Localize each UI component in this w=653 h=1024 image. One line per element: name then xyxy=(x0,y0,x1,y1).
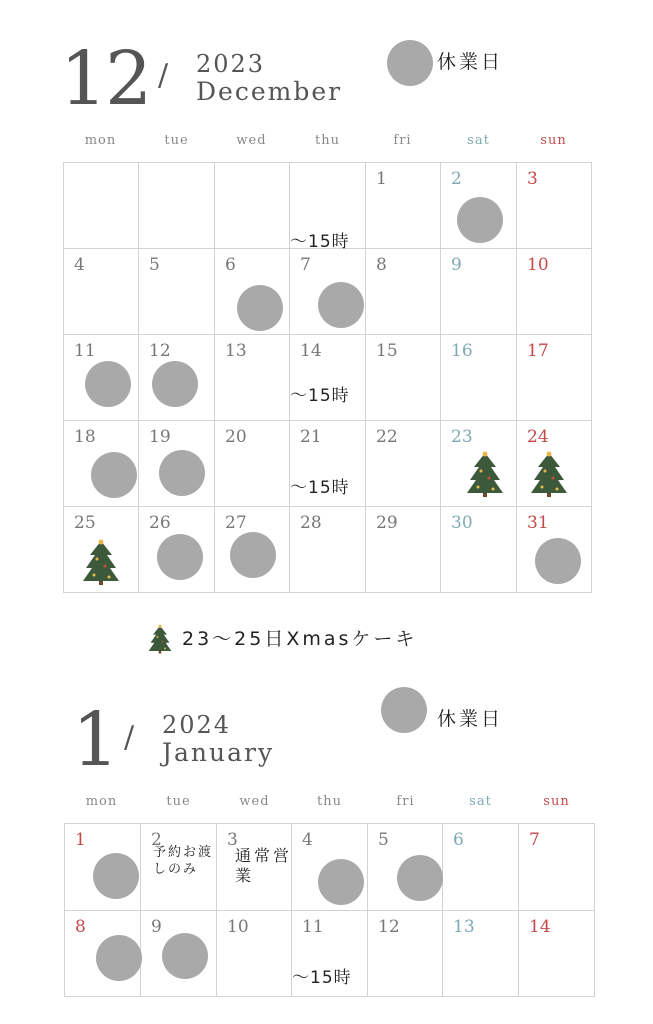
closed-day-dot xyxy=(318,859,364,905)
day-cell-25 xyxy=(64,507,139,593)
day-cell-4 xyxy=(292,824,368,911)
day-cell-22 xyxy=(366,421,441,507)
closed-day-dot xyxy=(162,933,208,979)
day-cell-8 xyxy=(366,249,441,335)
day-number: 3 xyxy=(227,830,238,850)
day-cell-7 xyxy=(519,824,595,911)
december-legend-closed-dot xyxy=(387,40,433,86)
day-number: 15 xyxy=(376,341,398,361)
day-cell-1 xyxy=(65,824,141,911)
closed-day-dot xyxy=(93,853,139,899)
closed-day-dot xyxy=(318,282,364,328)
january-legend-label: 休業日 xyxy=(437,708,504,730)
day-cell-9 xyxy=(441,249,517,335)
day-number: 21 xyxy=(300,427,322,447)
day-number: 9 xyxy=(451,255,462,275)
day-number: 4 xyxy=(302,830,313,850)
day-cell-10 xyxy=(517,249,592,335)
day-number: 29 xyxy=(376,513,398,533)
closed-day-dot xyxy=(457,197,503,243)
day-cell-12 xyxy=(368,911,443,997)
december-month-name: December xyxy=(196,77,343,106)
hours-note: ～15時 xyxy=(290,478,350,498)
christmas-tree-icon xyxy=(530,451,568,497)
closed-day-dot xyxy=(152,361,198,407)
day-cell-5 xyxy=(139,249,215,335)
day-number: 4 xyxy=(74,255,85,275)
day-number: 13 xyxy=(225,341,247,361)
day-number: 31 xyxy=(527,513,549,533)
day-cell-12 xyxy=(139,335,215,421)
weekday-sat: sat xyxy=(469,794,492,809)
closed-day-dot xyxy=(535,538,581,584)
hours-note: ～15時 xyxy=(290,386,350,406)
weekday-tue: tue xyxy=(164,133,189,148)
day-cell-2 xyxy=(441,163,517,249)
day-cell-empty xyxy=(139,163,215,249)
january-month-number: 1 xyxy=(72,697,118,783)
day-cell-20 xyxy=(215,421,290,507)
weekday-sun: sun xyxy=(540,133,567,148)
day-cell-13 xyxy=(443,911,519,997)
day-number: 7 xyxy=(300,255,311,275)
day-cell-2 xyxy=(141,824,217,911)
weekday-mon: mon xyxy=(84,133,117,148)
day-number: 8 xyxy=(75,917,86,937)
day-number: 5 xyxy=(378,830,389,850)
december-calendar-grid xyxy=(63,162,592,593)
day-cell-empty xyxy=(215,163,290,249)
day-number: 11 xyxy=(302,917,324,937)
day-cell-8 xyxy=(65,911,141,997)
day-cell-14 xyxy=(290,335,366,421)
weekday-wed: wed xyxy=(236,133,267,148)
day-number: 7 xyxy=(529,830,540,850)
closed-day-dot xyxy=(96,935,142,981)
closed-day-dot xyxy=(85,361,131,407)
weekday-mon: mon xyxy=(85,794,118,809)
day-cell-10 xyxy=(217,911,292,997)
normal-business-note: 通常営業 xyxy=(235,846,293,885)
day-cell-15 xyxy=(366,335,441,421)
day-cell-26 xyxy=(139,507,215,593)
weekday-thu: thu xyxy=(317,794,342,809)
day-number: 13 xyxy=(453,917,475,937)
christmas-tree-icon xyxy=(148,624,172,654)
weekday-fri: fri xyxy=(393,133,412,148)
december-legend-label: 休業日 xyxy=(437,51,504,73)
closed-day-dot xyxy=(91,452,137,498)
day-number: 19 xyxy=(149,427,171,447)
day-number: 9 xyxy=(151,917,162,937)
day-number: 10 xyxy=(527,255,549,275)
hours-note: ～15時 xyxy=(292,968,352,988)
day-cell-empty xyxy=(64,163,139,249)
day-cell-31 xyxy=(517,507,592,593)
day-cell-29 xyxy=(366,507,441,593)
day-cell-19 xyxy=(139,421,215,507)
day-cell-empty xyxy=(290,163,366,252)
day-number: 10 xyxy=(227,917,249,937)
day-cell-5 xyxy=(368,824,443,911)
day-number: 24 xyxy=(527,427,549,447)
january-year: 2024 xyxy=(162,711,232,739)
december-slash: / xyxy=(158,58,169,93)
xmas-cake-note: 23～25日Xmasケーキ xyxy=(182,628,418,650)
january-slash: / xyxy=(124,720,135,755)
day-cell-4 xyxy=(64,249,139,335)
day-cell-3 xyxy=(517,163,592,249)
january-month-name: January xyxy=(162,738,275,767)
day-number: 16 xyxy=(451,341,473,361)
day-number: 14 xyxy=(529,917,551,937)
day-number: 22 xyxy=(376,427,398,447)
weekday-sat: sat xyxy=(467,133,490,148)
closed-day-dot xyxy=(397,855,443,901)
closed-day-dot xyxy=(159,450,205,496)
closed-day-dot xyxy=(157,534,203,580)
closed-day-dot xyxy=(237,285,283,331)
january-calendar-grid xyxy=(64,823,595,997)
hours-note: ～15時 xyxy=(290,232,350,252)
day-number: 23 xyxy=(451,427,473,447)
day-number: 18 xyxy=(74,427,96,447)
day-cell-30 xyxy=(441,507,517,593)
day-cell-14 xyxy=(519,911,595,997)
reservation-pickup-note: 予約お渡しのみ xyxy=(153,845,214,877)
christmas-tree-icon xyxy=(82,539,120,585)
weekday-sun: sun xyxy=(543,794,570,809)
day-cell-6 xyxy=(443,824,519,911)
day-number: 12 xyxy=(149,341,171,361)
day-number: 1 xyxy=(75,830,86,850)
weekday-fri: fri xyxy=(396,794,415,809)
day-number: 5 xyxy=(149,255,160,275)
day-number: 6 xyxy=(453,830,464,850)
day-cell-11 xyxy=(64,335,139,421)
december-month-number: 12 xyxy=(60,36,151,122)
day-number: 6 xyxy=(225,255,236,275)
day-number: 1 xyxy=(376,169,387,189)
day-number: 8 xyxy=(376,255,387,275)
day-number: 2 xyxy=(451,169,462,189)
day-cell-28 xyxy=(290,507,366,593)
day-cell-24 xyxy=(517,421,592,507)
day-number: 2 xyxy=(151,830,162,850)
day-number: 26 xyxy=(149,513,171,533)
day-cell-7 xyxy=(290,249,366,335)
day-number: 27 xyxy=(225,513,247,533)
day-number: 14 xyxy=(300,341,322,361)
day-number: 3 xyxy=(527,169,538,189)
day-cell-1 xyxy=(366,163,441,249)
weekday-wed: wed xyxy=(239,794,270,809)
day-cell-11 xyxy=(292,911,368,997)
day-cell-6 xyxy=(215,249,290,335)
day-number: 20 xyxy=(225,427,247,447)
weekday-thu: thu xyxy=(315,133,340,148)
day-cell-23 xyxy=(441,421,517,507)
day-number: 17 xyxy=(527,341,549,361)
christmas-tree-icon xyxy=(466,451,504,497)
december-year: 2023 xyxy=(196,50,266,78)
day-cell-9 xyxy=(141,911,217,997)
day-cell-21 xyxy=(290,421,366,507)
day-cell-27 xyxy=(215,507,290,593)
day-cell-16 xyxy=(441,335,517,421)
closed-day-dot xyxy=(230,532,276,578)
day-number: 12 xyxy=(378,917,400,937)
day-cell-3 xyxy=(217,824,292,911)
day-cell-18 xyxy=(64,421,139,507)
weekday-tue: tue xyxy=(166,794,191,809)
january-legend-closed-dot xyxy=(381,687,427,733)
day-cell-17 xyxy=(517,335,592,421)
day-number: 30 xyxy=(451,513,473,533)
day-cell-13 xyxy=(215,335,290,421)
day-number: 25 xyxy=(74,513,96,533)
day-number: 28 xyxy=(300,513,322,533)
day-number: 11 xyxy=(74,341,96,361)
